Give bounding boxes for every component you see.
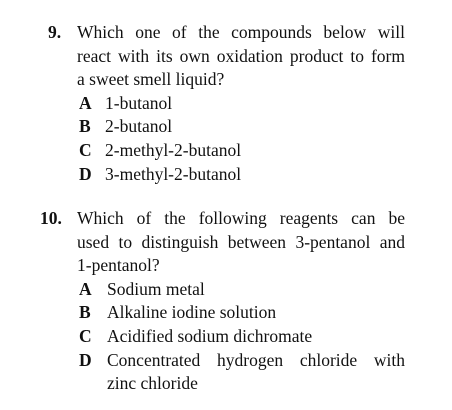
- option-d: [0, 349, 452, 373]
- stem-line: react with its own oxidation product to form: [77, 45, 405, 66]
- options-list: [0, 278, 452, 396]
- option-text: 2-methyl-2-butanol: [105, 139, 242, 160]
- stem-line: Which of the following reagents can be: [77, 208, 405, 228]
- option-text: 1-butanol: [105, 92, 173, 113]
- option-letter: C: [79, 139, 92, 160]
- options-list: [0, 92, 452, 186]
- option-letter: B: [79, 116, 91, 137]
- option-letter: C: [79, 325, 92, 346]
- option-c: [0, 325, 452, 349]
- option-text-continuation: zinc chloride: [107, 373, 198, 394]
- stem-line: Which one of the compounds below will: [77, 22, 405, 42]
- question-number: 9.: [48, 22, 62, 42]
- option-b: [0, 115, 452, 139]
- option-d-continuation: [0, 372, 452, 396]
- option-a: [0, 278, 452, 302]
- option-text: Concentrated hydrogen chloride with: [107, 349, 405, 370]
- option-text: Sodium metal: [107, 278, 205, 299]
- stem-line: 1-pentanol?: [77, 255, 160, 276]
- question-number: 10.: [40, 208, 62, 228]
- option-text: Acidified sodium dichromate: [107, 325, 313, 346]
- option-text: Alkaline iodine solution: [107, 302, 277, 323]
- option-text: 2-butanol: [105, 116, 173, 137]
- question-stem: [77, 207, 405, 278]
- option-letter: A: [79, 278, 92, 299]
- question-stem: [77, 21, 405, 92]
- option-letter: D: [79, 163, 92, 184]
- option-a: [0, 92, 452, 116]
- option-c: [0, 139, 452, 163]
- option-d: [0, 163, 452, 187]
- option-text: 3-methyl-2-butanol: [105, 163, 242, 184]
- stem-line: used to distinguish between 3-pentanol and: [77, 231, 405, 252]
- stem-line: a sweet smell liquid?: [77, 69, 225, 90]
- option-b: [0, 301, 452, 325]
- option-letter: A: [79, 92, 92, 113]
- option-letter: B: [79, 302, 91, 323]
- option-letter: D: [79, 349, 92, 370]
